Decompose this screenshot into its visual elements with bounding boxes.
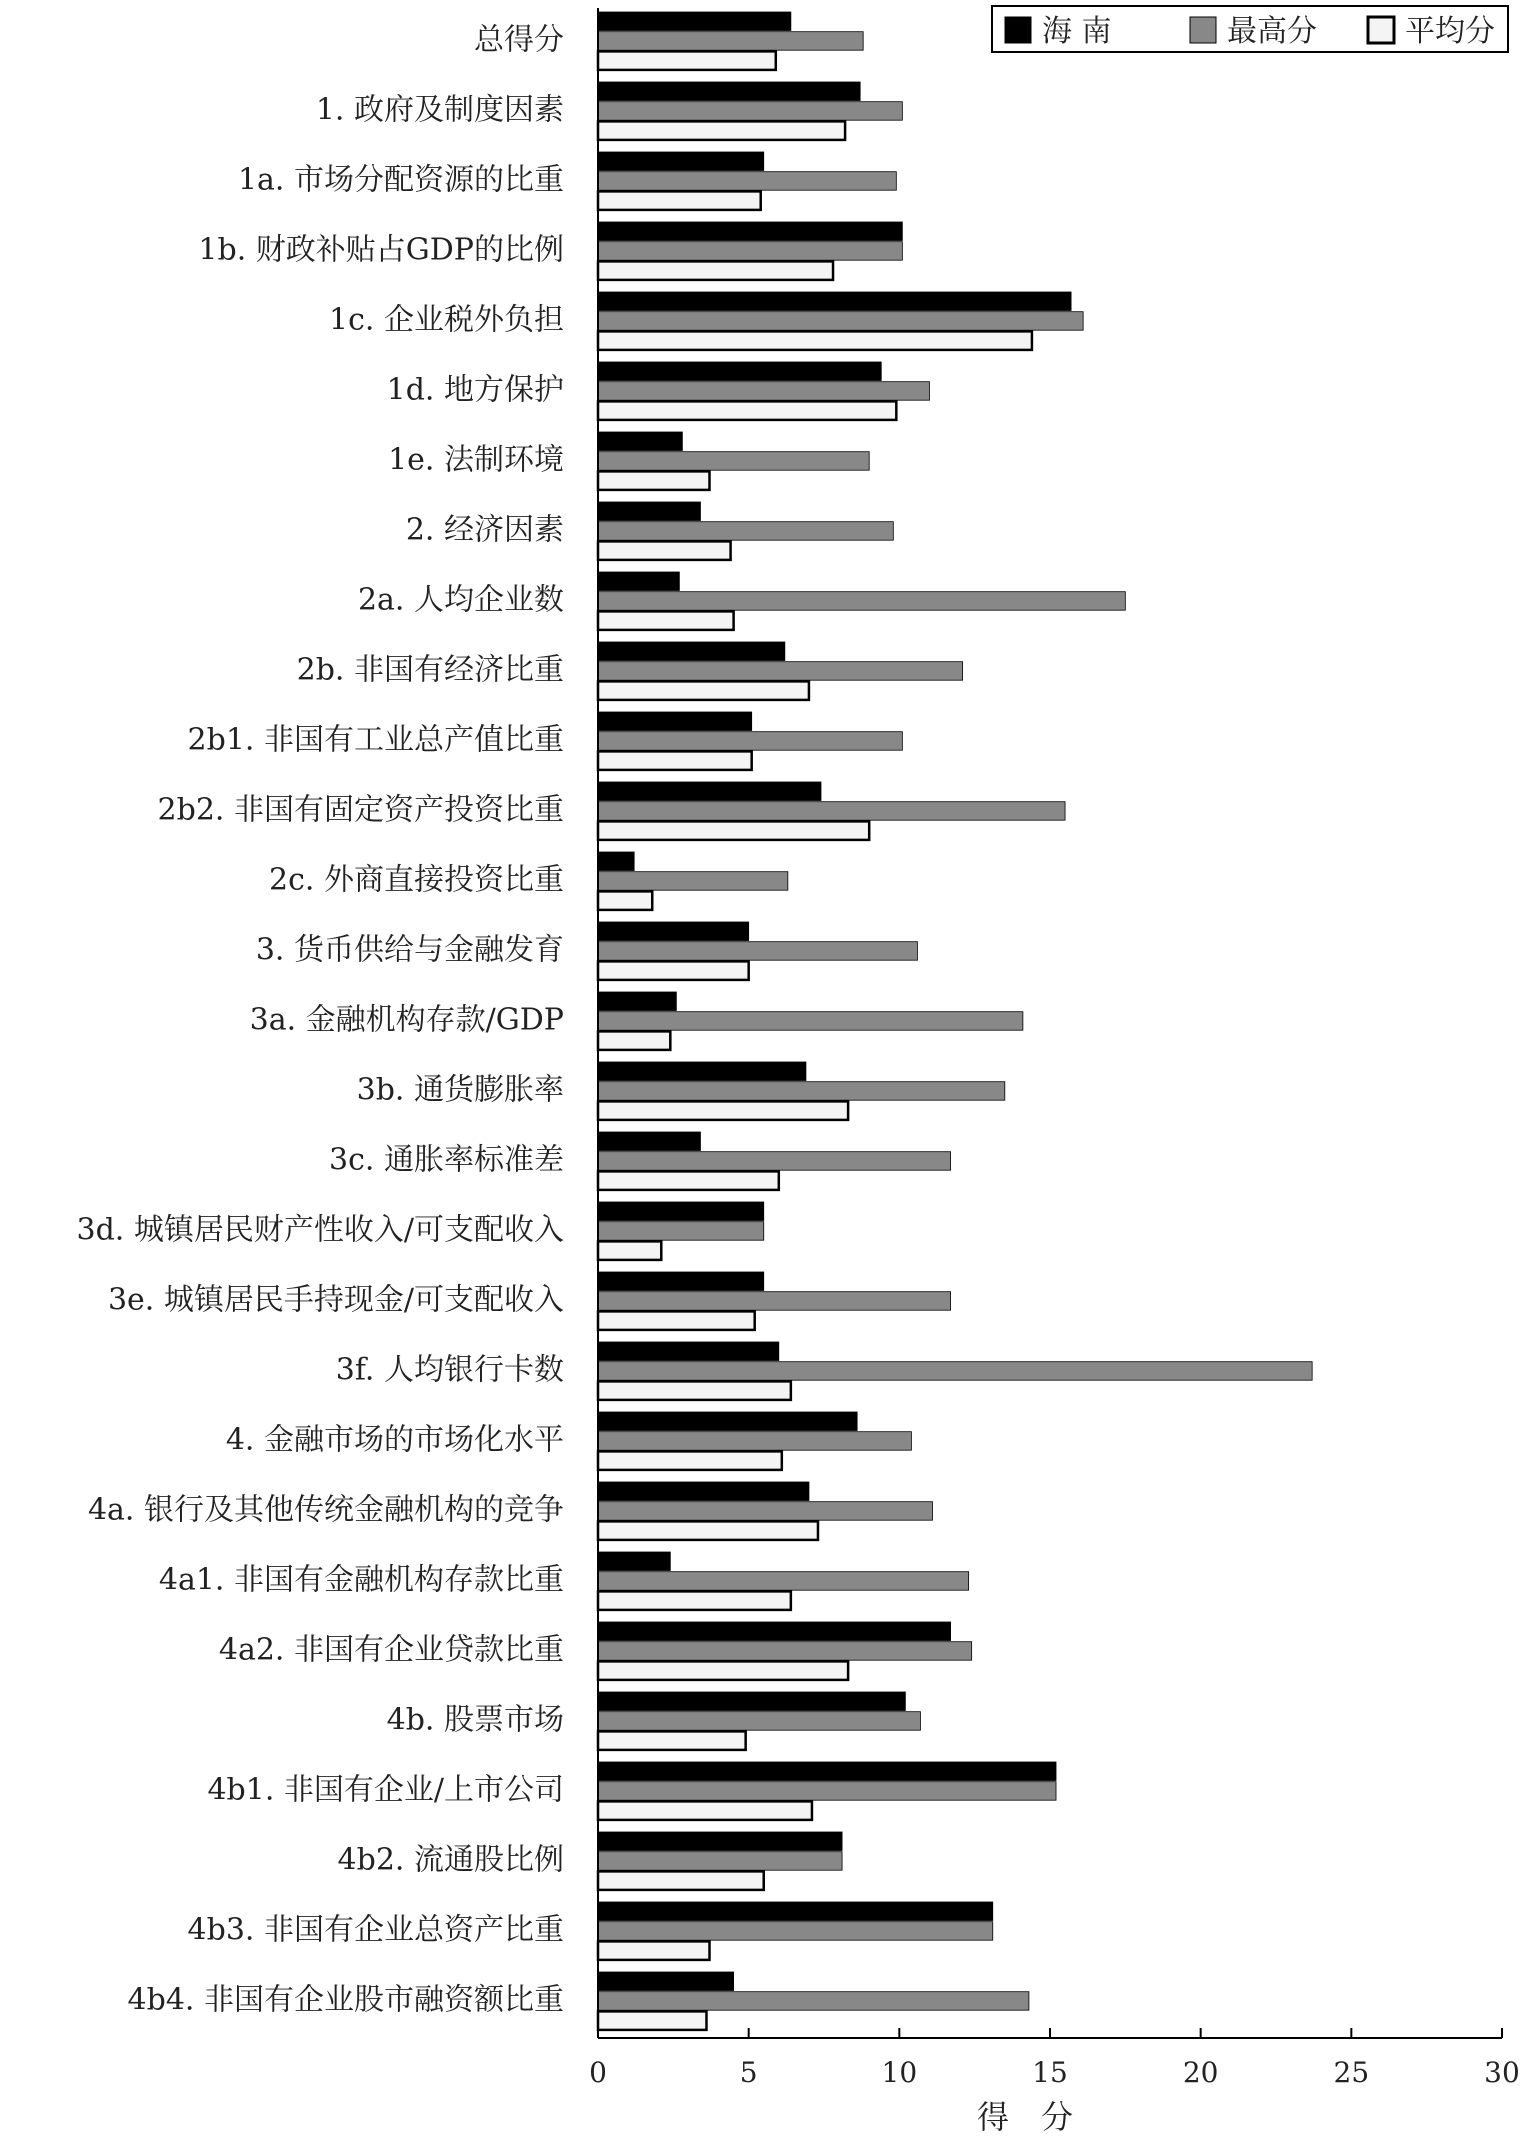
category-label-7: 2. 经济因素 xyxy=(405,512,564,548)
bar-hainan-16 xyxy=(598,1132,700,1151)
bar-max-24 xyxy=(598,1712,920,1731)
bar-max-14 xyxy=(598,1012,1023,1030)
bar-hainan-7 xyxy=(598,502,700,521)
bar-hainan-3 xyxy=(598,222,902,241)
x-tick-label-5: 25 xyxy=(1333,2056,1370,2089)
bar-max-28 xyxy=(598,1992,1029,2011)
bar-hainan-15 xyxy=(598,1062,806,1081)
legend-swatch-0 xyxy=(1005,17,1031,43)
bar-avg-5 xyxy=(598,401,896,420)
bar-max-15 xyxy=(598,1082,1005,1101)
bar-max-8 xyxy=(598,592,1125,611)
bar-avg-28 xyxy=(598,2011,706,2030)
x-tick-label-4: 20 xyxy=(1182,2056,1219,2089)
bar-max-16 xyxy=(598,1152,951,1171)
bar-max-11 xyxy=(598,802,1065,821)
category-label-12: 2c. 外商直接投资比重 xyxy=(269,862,564,898)
category-label-27: 4b3. 非国有企业总资产比重 xyxy=(187,1912,564,1948)
bar-avg-7 xyxy=(598,541,731,560)
category-label-13: 3. 货币供给与金融发育 xyxy=(255,932,564,968)
category-label-21: 4a. 银行及其他传统金融机构的竞争 xyxy=(87,1492,564,1528)
bar-avg-25 xyxy=(598,1801,812,1820)
legend-label-2: 平均分 xyxy=(1405,14,1495,49)
bar-avg-17 xyxy=(598,1241,661,1260)
category-label-11: 2b2. 非国有固定资产投资比重 xyxy=(157,792,564,828)
bar-avg-8 xyxy=(598,611,734,630)
bar-avg-9 xyxy=(598,681,809,700)
bar-hainan-11 xyxy=(598,782,821,801)
bar-hainan-10 xyxy=(598,712,752,731)
bar-max-25 xyxy=(598,1782,1056,1801)
bar-hainan-27 xyxy=(598,1902,993,1921)
bar-max-7 xyxy=(598,522,893,541)
bar-max-3 xyxy=(598,242,902,261)
bar-avg-24 xyxy=(598,1731,746,1750)
bar-avg-6 xyxy=(598,471,709,490)
category-label-1: 1. 政府及制度因素 xyxy=(315,92,564,128)
bar-avg-12 xyxy=(598,891,652,910)
bar-avg-13 xyxy=(598,961,749,980)
bar-hainan-12 xyxy=(598,852,634,871)
bar-max-18 xyxy=(598,1292,951,1311)
category-label-28: 4b4. 非国有企业股市融资额比重 xyxy=(127,1982,564,2018)
bar-avg-21 xyxy=(598,1521,818,1540)
category-label-0: 总得分 xyxy=(474,22,564,58)
bar-max-27 xyxy=(598,1922,993,1941)
bar-avg-0 xyxy=(598,51,776,70)
bar-avg-27 xyxy=(598,1941,709,1960)
bar-hainan-18 xyxy=(598,1272,764,1291)
bar-hainan-21 xyxy=(598,1482,809,1501)
bar-avg-18 xyxy=(598,1311,755,1330)
bar-avg-19 xyxy=(598,1381,791,1400)
bar-max-23 xyxy=(598,1642,972,1661)
category-label-4: 1c. 企业税外负担 xyxy=(329,302,564,338)
bar-hainan-23 xyxy=(598,1622,951,1641)
category-label-8: 2a. 人均企业数 xyxy=(357,582,564,618)
bar-hainan-4 xyxy=(598,292,1071,311)
bar-avg-26 xyxy=(598,1871,764,1890)
category-label-3: 1b. 财政补贴占GDP的比例 xyxy=(198,232,564,268)
bar-max-20 xyxy=(598,1432,911,1451)
bar-avg-10 xyxy=(598,751,752,770)
bar-max-9 xyxy=(598,662,963,681)
legend-swatch-1 xyxy=(1190,17,1216,43)
x-tick-label-0: 0 xyxy=(589,2056,607,2089)
bar-max-10 xyxy=(598,732,902,751)
bar-avg-15 xyxy=(598,1101,848,1120)
bar-max-22 xyxy=(598,1572,969,1591)
category-label-19: 3f. 人均银行卡数 xyxy=(335,1352,564,1388)
bar-avg-23 xyxy=(598,1661,848,1680)
bar-hainan-9 xyxy=(598,642,785,661)
bar-max-26 xyxy=(598,1852,842,1871)
bars-group xyxy=(598,12,1312,2030)
bar-hainan-14 xyxy=(598,992,676,1011)
category-label-20: 4. 金融市场的市场化水平 xyxy=(225,1422,564,1458)
legend-label-0: 海 南 xyxy=(1042,14,1112,49)
bar-hainan-20 xyxy=(598,1412,857,1431)
bar-max-21 xyxy=(598,1502,932,1521)
bar-max-1 xyxy=(598,102,902,121)
legend-swatch-2 xyxy=(1368,17,1394,43)
category-label-14: 3a. 金融机构存款/GDP xyxy=(249,1002,564,1038)
x-axis-title: 得 分 xyxy=(976,2098,1074,2136)
category-label-17: 3d. 城镇居民财产性收入/可支配收入 xyxy=(76,1212,564,1248)
bar-max-4 xyxy=(598,312,1083,331)
bar-avg-16 xyxy=(598,1171,779,1190)
bar-hainan-25 xyxy=(598,1762,1056,1781)
bar-hainan-6 xyxy=(598,432,682,451)
bar-max-12 xyxy=(598,872,788,891)
bar-avg-2 xyxy=(598,191,761,210)
bar-max-19 xyxy=(598,1362,1312,1381)
bar-hainan-24 xyxy=(598,1692,905,1711)
legend-label-1: 最高分 xyxy=(1227,14,1317,49)
category-label-26: 4b2. 流通股比例 xyxy=(337,1842,564,1878)
x-tick-label-6: 30 xyxy=(1484,2056,1520,2089)
bar-max-13 xyxy=(598,942,917,961)
category-label-15: 3b. 通货膨胀率 xyxy=(356,1072,564,1108)
bar-hainan-2 xyxy=(598,152,764,171)
bar-avg-20 xyxy=(598,1451,782,1470)
bar-avg-14 xyxy=(598,1031,670,1050)
bar-hainan-1 xyxy=(598,82,860,101)
category-label-24: 4b. 股票市场 xyxy=(386,1702,564,1738)
bar-max-6 xyxy=(598,452,869,471)
bar-hainan-17 xyxy=(598,1202,764,1221)
bar-avg-3 xyxy=(598,261,833,280)
bar-avg-11 xyxy=(598,821,869,840)
category-labels-group xyxy=(77,22,564,2017)
category-label-9: 2b. 非国有经济比重 xyxy=(296,652,564,688)
bar-max-2 xyxy=(598,172,896,191)
category-label-10: 2b1. 非国有工业总产值比重 xyxy=(187,722,564,758)
x-tick-label-2: 10 xyxy=(881,2056,918,2089)
category-label-5: 1d. 地方保护 xyxy=(386,372,564,408)
legend xyxy=(992,6,1508,52)
bar-max-5 xyxy=(598,382,929,401)
x-tick-label-1: 5 xyxy=(739,2056,758,2089)
category-label-23: 4a2. 非国有企业贷款比重 xyxy=(218,1632,564,1668)
bar-avg-22 xyxy=(598,1591,791,1610)
bar-avg-4 xyxy=(598,331,1032,350)
bar-hainan-5 xyxy=(598,362,881,381)
bar-max-17 xyxy=(598,1222,764,1241)
bar-hainan-22 xyxy=(598,1552,670,1571)
bar-hainan-19 xyxy=(598,1342,779,1361)
bar-hainan-8 xyxy=(598,572,679,591)
bar-hainan-0 xyxy=(598,12,791,31)
category-label-22: 4a1. 非国有金融机构存款比重 xyxy=(158,1562,564,1598)
category-label-18: 3e. 城镇居民手持现金/可支配收入 xyxy=(107,1282,564,1318)
category-label-2: 1a. 市场分配资源的比重 xyxy=(237,162,564,198)
bar-hainan-26 xyxy=(598,1832,842,1851)
category-label-6: 1e. 法制环境 xyxy=(388,442,564,478)
bar-hainan-13 xyxy=(598,922,749,941)
category-label-16: 3c. 通胀率标准差 xyxy=(329,1142,564,1178)
bar-max-0 xyxy=(598,32,863,51)
bar-avg-1 xyxy=(598,121,845,139)
bar-hainan-28 xyxy=(598,1972,734,1991)
x-tick-label-3: 15 xyxy=(1032,2056,1068,2089)
category-label-25: 4b1. 非国有企业/上市公司 xyxy=(207,1772,564,1808)
